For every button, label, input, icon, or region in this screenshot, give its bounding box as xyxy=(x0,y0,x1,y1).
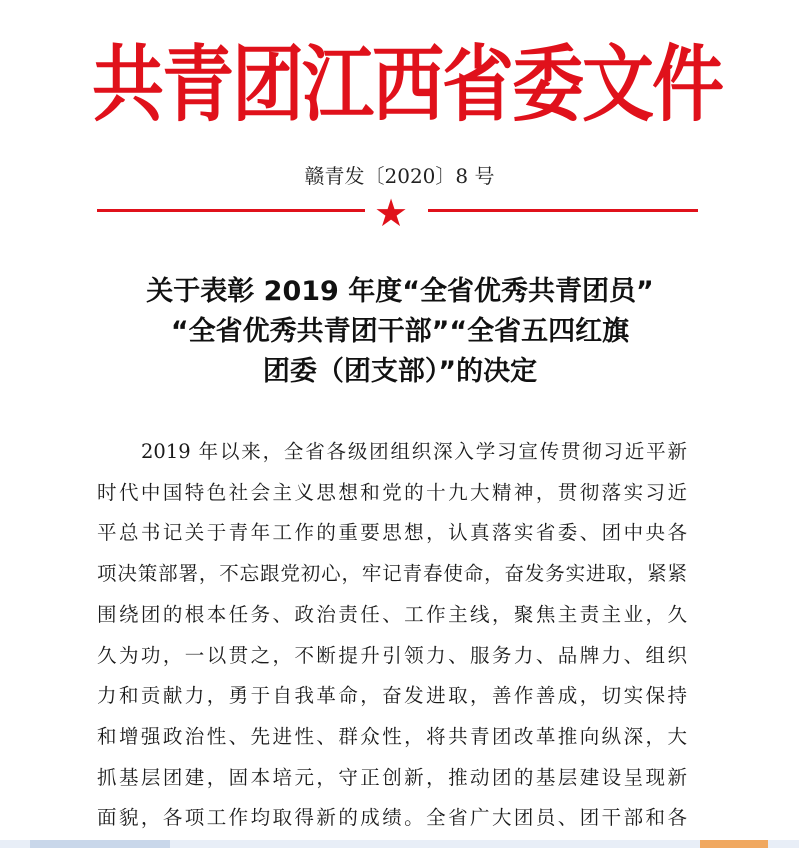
bottom-toolbar-highlight[interactable] xyxy=(700,840,768,848)
document-header-title: 共青团江西省委文件 xyxy=(92,35,723,133)
title-line: 团委（团支部）”的决定 xyxy=(262,356,538,387)
body-line: 久为功，一以贯之，不断提升引领力、服务力、品牌力、组织 xyxy=(97,643,687,667)
bottom-toolbar-segment[interactable] xyxy=(30,840,170,848)
document-body xyxy=(97,432,697,839)
header-divider-left xyxy=(97,209,365,212)
body-line: 平总书记关于青年工作的重要思想，认真落实省委、团中央各 xyxy=(97,521,687,545)
body-line: 面貌，各项工作均取得新的成绩。全省广大团员、团干部和各 xyxy=(97,806,687,830)
body-line: 力和贡献力，勇于自我革命，奋发进取，善作善成，切实保持 xyxy=(97,684,687,708)
body-line: 时代中国特色社会主义思想和党的十九大精神，贯彻落实习近 xyxy=(97,480,687,504)
title-line: 关于表彰 2019 年度“全省优秀共青团员” xyxy=(146,276,654,307)
body-line: 围绕团的根本任务、政治责任、工作主线，聚焦主责主业，久 xyxy=(97,602,687,626)
document-number: 赣青发〔2020〕8 号 xyxy=(304,164,495,188)
body-line: 抓基层团建，固本培元，守正创新，推动团的基层建设呈现新 xyxy=(97,765,687,789)
body-line: 2019 年以来，全省各级团组织深入学习宣传贯彻习近平新 xyxy=(141,440,687,463)
body-line: 和增强政治性、先进性、群众性，将共青团改革推向纵深，大 xyxy=(97,724,687,748)
title-line: “全省优秀共青团干部”“全省五四红旗 xyxy=(170,316,630,347)
document-title xyxy=(80,272,720,392)
body-line: 项决策部署，不忘跟党初心，牢记青春使命，奋发务实进取，紧紧 xyxy=(97,562,687,586)
header-divider-right xyxy=(428,209,698,212)
red-star-icon: ★ xyxy=(373,191,409,235)
